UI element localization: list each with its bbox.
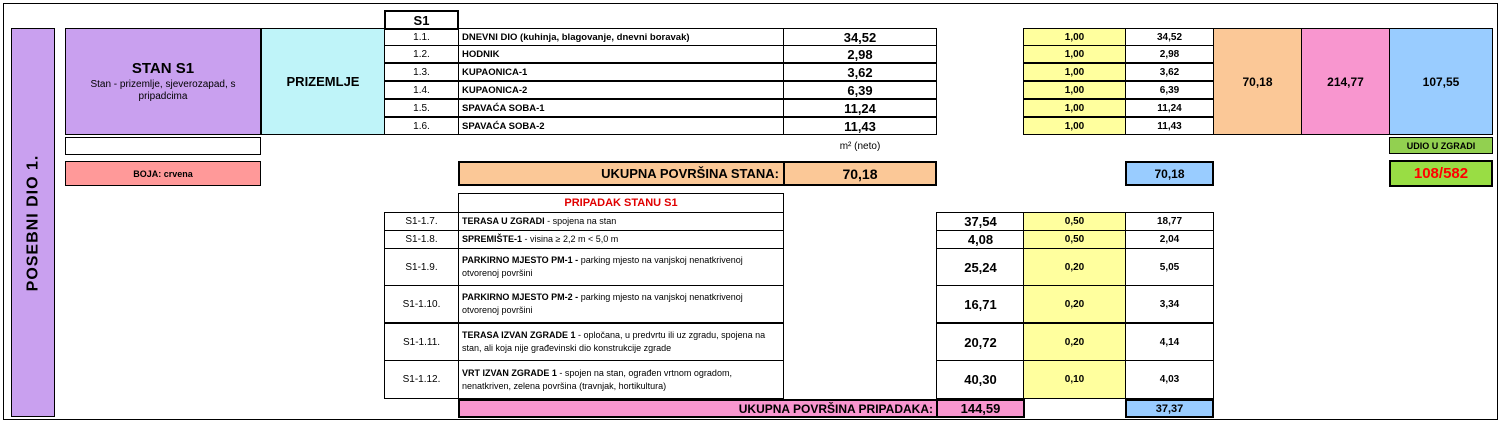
appurtenance-description (458, 248, 784, 286)
appurtenance-number: S1-1.10. (384, 285, 459, 323)
appurtenance-reduced: 4,03 (1125, 360, 1214, 399)
room-name: KUPAONICA-1 (458, 63, 784, 81)
room-area: 6,39 (783, 81, 937, 99)
room-area: 11,24 (783, 99, 937, 117)
room-name: DNEVNI DIO (kuhinja, blagovanje, dnevni boravak) (458, 28, 784, 46)
summary-pink: 214,77 (1301, 28, 1390, 135)
appurtenance-description (458, 212, 784, 231)
floor-cell: PRIZEMLJE (261, 28, 385, 135)
appurtenance-area: 37,54 (936, 212, 1025, 231)
side-label: POSEBNI DIO 1. (24, 154, 42, 291)
appurtenance-coef: 0,50 (1023, 230, 1126, 249)
appurtenance-coef: 0,20 (1023, 285, 1126, 323)
room-name: KUPAONICA-2 (458, 81, 784, 99)
appurtenance-name: PARKIRNO MJESTO PM-1 - (462, 255, 579, 265)
room-reduced: 6,39 (1125, 81, 1214, 99)
room-coef: 1,00 (1023, 81, 1126, 99)
unit-note: m² (neto) (839, 140, 881, 152)
appurtenance-name: TERASA IZVAN ZGRADE 1 (462, 330, 576, 340)
appurtenance-reduced: 3,34 (1125, 285, 1214, 323)
total-apartment-label: UKUPNA POVRŠINA STANA: (458, 161, 785, 186)
appurtenance-desc: - spojen na stan, ograđen vrtnom ogradom, nenatkriven, zelena površina (travnjak, hortikultura) (462, 367, 732, 391)
room-reduced: 11,24 (1125, 99, 1214, 117)
appurtenance-description (458, 230, 784, 249)
room-area: 11,43 (783, 117, 937, 135)
empty-cell (65, 137, 261, 155)
appurtenance-description (458, 323, 784, 361)
appurtenance-reduced: 4,14 (1125, 323, 1214, 361)
appurtenance-description (458, 285, 784, 323)
udio-value: 108/582 (1389, 160, 1493, 187)
room-name: SPAVAĆA SOBA-1 (458, 99, 784, 117)
appurtenance-name: VRT IZVAN ZGRADE 1 (462, 367, 557, 378)
room-area: 2,98 (783, 45, 937, 63)
appurtenance-desc: - spojena na stan (544, 216, 617, 226)
appurtenance-name: SPREMIŠTE-1 (462, 234, 523, 244)
summary-orange: 70,18 (1213, 28, 1302, 135)
room-coef: 1,00 (1023, 45, 1126, 63)
room-coef: 1,00 (1023, 99, 1126, 117)
unit-title: STAN S1 (131, 60, 195, 77)
unit-description: Stan - prizemlje, sjeverozapad, s pripadcima (90, 79, 236, 102)
room-coef: 1,00 (1023, 117, 1126, 135)
udio-label: UDIO U ZGRADI (1389, 137, 1493, 154)
total-appurtenances-reduced: 37,37 (1125, 399, 1214, 418)
appurtenance-number: S1-1.7. (384, 212, 459, 231)
room-coef: 1,00 (1023, 63, 1126, 81)
appurtenance-reduced: 5,05 (1125, 248, 1214, 286)
appurtenance-number: S1-1.8. (384, 230, 459, 249)
summary-blue: 107,55 (1389, 28, 1493, 135)
total-appurtenances-area: 144,59 (936, 399, 1025, 418)
appurtenance-number: S1-1.11. (384, 323, 459, 361)
appurtenance-area: 25,24 (936, 248, 1025, 286)
appurtenance-area: 20,72 (936, 323, 1025, 361)
total-apartment-reduced: 70,18 (1125, 161, 1214, 186)
total-apartment-area: 70,18 (783, 161, 937, 186)
appurtenance-area: 16,71 (936, 285, 1025, 323)
appurtenance-desc: - opločana, u predvrtu ili uz zgradu, spojena na stan, ali koja nije građevinski dio konstrukcije zgrade (462, 330, 766, 353)
appurtenance-reduced: 18,77 (1125, 212, 1214, 231)
appurtenance-number: S1-1.9. (384, 248, 459, 286)
side-label-cell (11, 28, 55, 417)
color-label: BOJA: crvena (65, 161, 261, 186)
room-name: SPAVAĆA SOBA-2 (458, 117, 784, 135)
room-reduced: 2,98 (1125, 45, 1214, 63)
appurtenance-desc: - visina ≥ 2,2 m < 5,0 m (522, 234, 619, 244)
room-number: 1.5. (384, 99, 459, 117)
room-coef: 1,00 (1023, 28, 1126, 46)
total-appurtenances-label: UKUPNA POVRŠINA PRIPADAKA: (458, 399, 938, 418)
appurtenance-name: TERASA U ZGRADI (462, 216, 545, 226)
appurtenance-coef: 0,20 (1023, 323, 1126, 361)
appurtenance-area: 4,08 (936, 230, 1025, 249)
unit-cell (65, 28, 261, 135)
column-header: S1 (384, 10, 459, 30)
room-reduced: 34,52 (1125, 28, 1214, 46)
room-number: 1.6. (384, 117, 459, 135)
appurtenance-coef: 0,50 (1023, 212, 1126, 231)
appurtenance-area: 40,30 (936, 360, 1025, 399)
appurtenance-reduced: 2,04 (1125, 230, 1214, 249)
appurtenance-coef: 0,20 (1023, 248, 1126, 286)
appurtenance-name: PARKIRNO MJESTO PM-2 - (462, 292, 579, 302)
appurtenance-header: PRIPADAK STANU S1 (458, 193, 784, 213)
room-area: 34,52 (783, 28, 937, 46)
appurtenance-desc: parking mjesto na vanjskoj nenatkrivenoj otvorenoj površini (462, 255, 743, 278)
room-reduced: 3,62 (1125, 63, 1214, 81)
appurtenance-number: S1-1.12. (384, 360, 459, 399)
room-number: 1.2. (384, 45, 459, 63)
appurtenance-description (458, 360, 784, 399)
room-number: 1.1. (384, 28, 459, 46)
appurtenance-coef: 0,10 (1023, 360, 1126, 399)
room-name: HODNIK (458, 45, 784, 63)
appurtenance-desc: parking mjesto na vanjskoj nenatkrivenoj otvorenoj površini (462, 292, 743, 315)
room-area: 3,62 (783, 63, 937, 81)
room-number: 1.3. (384, 63, 459, 81)
room-reduced: 11,43 (1125, 117, 1214, 135)
room-number: 1.4. (384, 81, 459, 99)
